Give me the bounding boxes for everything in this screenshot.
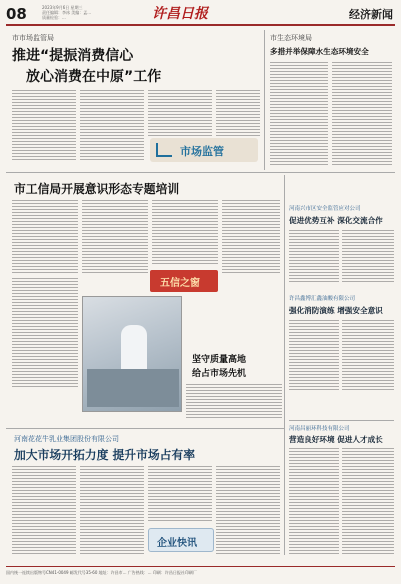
section-name: 经济新闻 (349, 8, 393, 21)
divider-1 (6, 172, 395, 173)
photo-caption-line2: 给占市场先机 (192, 369, 247, 379)
article5-kicker: 许昌鑫博汇鑫油酸有限公司 (289, 296, 356, 302)
badge-label: 市场监管 (180, 145, 224, 158)
article2-title: 多措并举保障水生态环境安全 (270, 47, 369, 56)
article1-text-col3 (148, 90, 212, 136)
footer-text: 国内统一连续出版物号CN41-0049 邮发代号35-60 地址：许昌市... 广告热线：... 印刷：许昌日报社印刷厂 (6, 570, 197, 575)
article7-title: 营造良好环境 促进人才成长 (289, 435, 383, 444)
article6-text-col3 (148, 466, 212, 522)
article4-kicker: 河南兴市区安全监管应对公司 (289, 206, 361, 212)
article3-text-col3 (152, 200, 218, 266)
article1-title-line1: 推进“提振消费信心 (12, 48, 134, 64)
masthead-dateline (42, 5, 91, 20)
article1-badge (150, 138, 258, 162)
article3-text-col2 (82, 200, 148, 274)
machine-shape (87, 369, 179, 407)
proof-line: 质量检验：... (42, 15, 66, 20)
divider-right (289, 420, 394, 421)
article3-text-col1 (12, 200, 78, 274)
article4-text-col1 (289, 230, 339, 282)
article1-text-col2 (80, 90, 144, 160)
article1-kicker: 市市场监管局 (12, 34, 54, 42)
article7-text-col1 (289, 448, 339, 554)
column-divider-mid (284, 175, 285, 555)
chart-icon (156, 143, 172, 157)
article7-text-col2 (342, 448, 394, 554)
divider-2 (6, 428, 284, 429)
photo-caption-line1: 坚守质量高地 (192, 355, 247, 365)
news-banner (148, 528, 214, 552)
banner-label: 五信之窗 (160, 278, 200, 289)
article4-title: 促进优势互补 深化交流合作 (289, 216, 383, 225)
article2-text-col2 (332, 62, 392, 166)
article7-kicker: 河南昌丽环科技有限公司 (289, 426, 350, 432)
article6-text-col4 (216, 466, 280, 556)
article2-text-col1 (270, 62, 328, 166)
factory-photo (82, 296, 182, 412)
footer-rule (6, 566, 395, 567)
article5-title: 强化消防演练 增强安全意识 (289, 306, 383, 315)
article1-text-col4 (216, 90, 260, 136)
article6-title: 加大市场开拓力度 提升市场占有率 (14, 448, 196, 462)
article6-text-col1 (12, 466, 76, 556)
article6-kicker: 河南花花牛乳业集团股份有限公司 (14, 435, 119, 443)
article1-text-col1 (12, 90, 76, 160)
page-number: 08 (6, 5, 27, 23)
masthead-rule (6, 24, 395, 26)
banner-bottom-label: 企业快讯 (157, 538, 197, 549)
article4-text-col2 (342, 230, 394, 282)
article5-text-col2 (342, 320, 394, 390)
newspaper-logo: 许昌日报 (152, 6, 208, 22)
photo-caption-text (186, 384, 282, 420)
article3-title: 市工信局开展意识形态专题培训 (14, 182, 180, 196)
article2-kicker: 市生态环境局 (270, 34, 312, 42)
article6-text-col2 (80, 466, 144, 556)
column-divider-top (264, 30, 265, 170)
article3-text-col4 (222, 200, 280, 274)
date-line: 2023年9月6日 星期三 (42, 5, 83, 10)
article5-text-col1 (289, 320, 339, 390)
article1-title-line2: 放心消费在中原”工作 (26, 69, 162, 85)
window-banner (150, 270, 218, 292)
editor-line: 责任编辑：李冰 美编：孟... (42, 10, 92, 15)
article3-text-lower (12, 278, 78, 388)
